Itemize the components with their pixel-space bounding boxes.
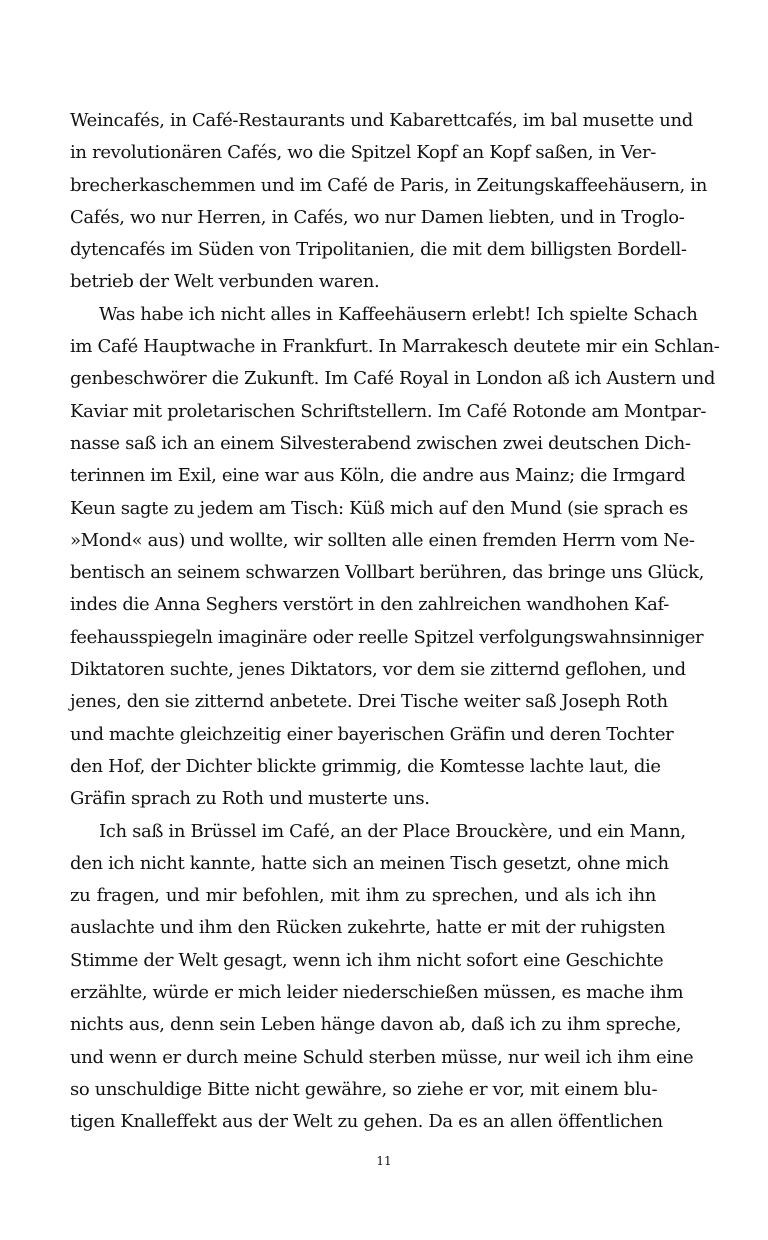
text-line: den Hof, der Dichter blickte grimmig, die Komtesse lachte laut, die bbox=[70, 755, 661, 777]
text-line: Cafés, wo nur Herren, in Cafés, wo nur Damen liebten, und in Troglo- bbox=[70, 206, 685, 228]
text-line: Gräfin sprach zu Roth und musterte uns. bbox=[70, 788, 430, 810]
text-line: Stimme der Welt gesagt, wenn ich ihm nicht sofort eine Geschichte bbox=[70, 949, 664, 971]
text-line: dytencafés im Süden von Tripolitanien, die mit dem billigsten Bordell- bbox=[70, 239, 687, 261]
text-line: Was habe ich nicht alles in Kaffeehäusern erlebt! Ich spielte Schach bbox=[99, 303, 698, 325]
text-line: nichts aus, denn sein Leben hänge davon ab, daß ich zu ihm spreche, bbox=[70, 1014, 682, 1036]
text-line: betrieb der Welt verbunden waren. bbox=[70, 271, 380, 293]
text-line: den ich nicht kannte, hatte sich an meinen Tisch gesetzt, ohne mich bbox=[70, 852, 669, 874]
page-number: 11 bbox=[376, 1154, 392, 1168]
text-line: jenes, den sie zitternd anbetete. Drei Tische weiter saß Joseph Roth bbox=[70, 691, 668, 713]
text-line: erzählte, würde er mich leider niederschießen müssen, es mache ihm bbox=[70, 982, 684, 1004]
text-line: tigen Knalleffekt aus der Welt zu gehen. Da es an allen öffentlichen bbox=[70, 1111, 663, 1133]
text-line: feehausspiegeln imaginäre oder reelle Spitzel verfolgungswahnsinniger bbox=[70, 626, 704, 648]
text-line: nasse saß ich an einem Silvesterabend zwischen zwei deutschen Dich- bbox=[70, 432, 691, 454]
text-line: zu fragen, und mir befohlen, mit ihm zu sprechen, und als ich ihn bbox=[70, 885, 656, 907]
text-line: indes die Anna Seghers verstört in den zahlreichen wandhohen Kaf- bbox=[70, 594, 669, 616]
text-line: so unschuldige Bitte nicht gewähre, so ziehe er vor, mit einem blu- bbox=[70, 1078, 658, 1100]
text-line: terinnen im Exil, eine war aus Köln, die andre aus Mainz; die Irmgard bbox=[70, 465, 686, 487]
text-line: brecherkaschemmen und im Café de Paris, in Zeitungskaffeehäusern, in bbox=[70, 174, 707, 196]
text-line: Kaviar mit proletarischen Schriftstellern. Im Café Rotonde am Montpar- bbox=[70, 400, 707, 422]
text-line: »Mond« aus) und wollte, wir sollten alle einen fremden Herrn vom Ne- bbox=[70, 529, 695, 551]
text-line: genbeschwörer die Zukunft. Im Café Royal in London aß ich Austern und bbox=[70, 368, 716, 390]
text-line: und wenn er durch meine Schuld sterben müsse, nur weil ich ihm eine bbox=[70, 1046, 694, 1068]
text-line: Diktatoren suchte, jenes Diktators, vor dem sie zitternd geflohen, und bbox=[70, 659, 686, 681]
body-text bbox=[70, 105, 720, 1139]
text-line: auslachte und ihm den Rücken zukehrte, hatte er mit der ruhigsten bbox=[70, 917, 666, 939]
text-line: und machte gleichzeitig einer bayerischen Gräfin und deren Tochter bbox=[70, 723, 674, 745]
text-line: bentisch an seinem schwarzen Vollbart berühren, das bringe uns Glück, bbox=[70, 562, 705, 584]
text-line: im Café Hauptwache in Frankfurt. In Marrakesch deutete mir ein Schlan- bbox=[70, 336, 720, 358]
text-line: in revolutionären Cafés, wo die Spitzel Kopf an Kopf saßen, in Ver- bbox=[70, 142, 656, 164]
text-line: Ich saß in Brüssel im Café, an der Place Brouckère, und ein Mann, bbox=[99, 820, 686, 842]
text-line: Keun sagte zu jedem am Tisch: Küß mich auf den Mund (sie sprach es bbox=[70, 497, 688, 519]
text-line: Weincafés, in Café-Restaurants und Kabarettcafés, im bal musette und bbox=[70, 110, 693, 131]
